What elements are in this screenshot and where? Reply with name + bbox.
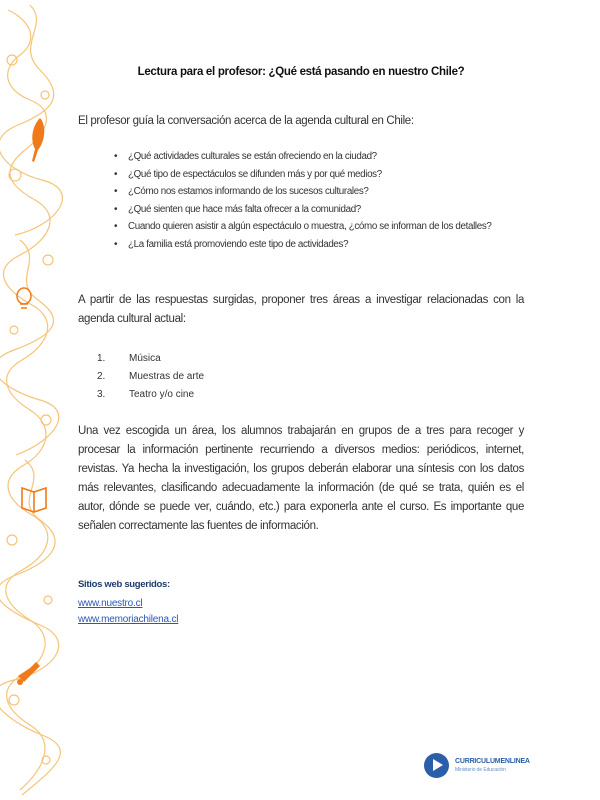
list-item: • ¿Qué actividades culturales se están ofreciendo en la ciudad? xyxy=(128,148,524,166)
instructions-paragraph: Una vez escogida un área, los alumnos trabajarán en grupos de a tres para recoger y procesar la información pertinente recurriendo a diversos medios: periódicos, internet, revistas. Ya hecha la investigación, los grupos deberán elaborar una síntesis con los datos más relevantes, clasificando adecuadamente la información (de qué se trata, quién es el autor, dónde se puede ver, cuándo, etc.) para exponerla ante el curso. Es importante que señalen correctamente las fuentes de información. xyxy=(78,425,524,532)
area-label: Teatro y/o cine xyxy=(129,389,195,400)
list-item xyxy=(97,386,497,404)
list-item: • Cuando quieren asistir a algún espectáculo o muestra, ¿cómo se informan de los detalles? xyxy=(128,218,524,236)
trumpet-icon xyxy=(17,662,40,685)
document-title: Lectura para el profesor: ¿Qué está pasando en nuestro Chile? xyxy=(137,66,465,78)
logo-subtitle: Ministerio de Educación xyxy=(455,766,506,773)
area-number: 1. xyxy=(97,353,106,364)
proposal-paragraph: A partir de las respuestas surgidas, proponer tres áreas a investigar relacionadas con la agenda cultural actual: xyxy=(78,294,524,325)
area-label: Muestras de arte xyxy=(129,371,205,382)
area-label: Música xyxy=(129,353,161,364)
areas-list xyxy=(78,350,497,404)
feather-pen-icon xyxy=(32,118,44,162)
list-item: • ¿Qué tipo de espectáculos se difunden más y por qué medios? xyxy=(128,166,524,184)
intro-paragraph: El profesor guía la conversación acerca de la agenda cultural en Chile: xyxy=(78,115,414,127)
lightbulb-icon xyxy=(17,288,31,308)
link-memoriachilena[interactable]: www.memoriachilena.cl xyxy=(78,614,179,625)
area-number: 2. xyxy=(97,371,106,382)
link-nuestro[interactable]: www.nuestro.cl xyxy=(78,598,143,609)
play-icon xyxy=(424,753,449,778)
open-book-icon xyxy=(22,488,46,512)
list-item xyxy=(97,350,497,368)
curriculum-logo xyxy=(424,749,564,781)
logo-name: CURRICULUMENLINEA xyxy=(455,757,530,765)
list-item: • ¿Qué sienten que hace más falta ofrecer a la comunidad? xyxy=(128,201,524,219)
area-number: 3. xyxy=(97,389,106,400)
list-item: • ¿La familia está promoviendo este tipo de actividades? xyxy=(128,236,524,254)
list-item xyxy=(97,368,497,386)
questions-list xyxy=(78,148,524,254)
suggested-sites-label: Sitios web sugeridos: xyxy=(78,579,170,590)
list-item: • ¿Cómo nos estamos informando de los sucesos culturales? xyxy=(128,183,524,201)
decorative-border xyxy=(0,0,68,800)
